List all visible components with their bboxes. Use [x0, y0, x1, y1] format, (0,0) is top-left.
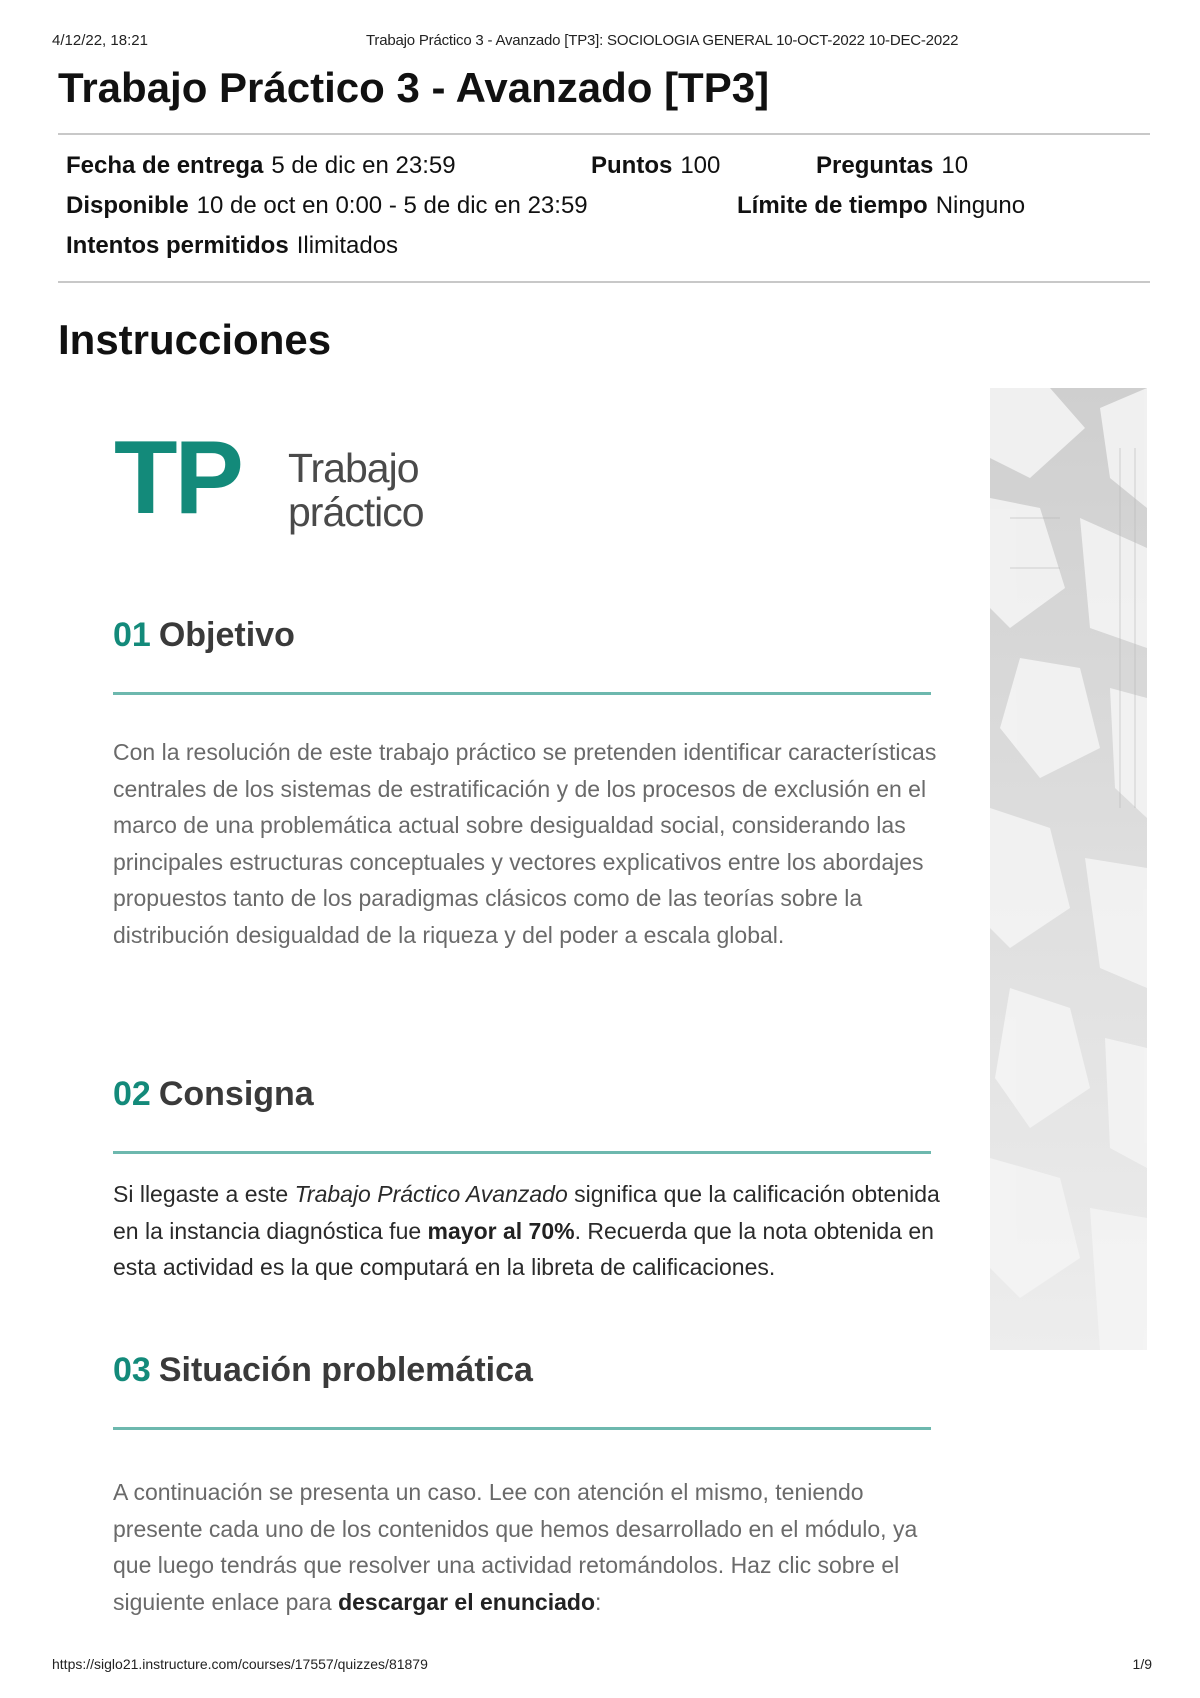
consigna-text-bold: mayor al 70%	[427, 1217, 575, 1244]
situacion-text-before: A continuación se presenta un caso. Lee con atención el mismo, teniendo presente cada uno de los contenidos que hemos desarrollado en el módulo, ya que luego tendrás que resolver una actividad retomándolos. Haz clic sobre el siguiente enlace para	[113, 1479, 918, 1615]
download-statement-link[interactable]: descargar el enunciado	[338, 1588, 595, 1615]
section-consigna-rule	[113, 1151, 931, 1154]
tp-logo-word-2: práctico	[288, 489, 424, 535]
divider-bottom	[58, 281, 1150, 283]
section-consigna-heading	[113, 1075, 314, 1114]
section-situacion-title: Situación problemática	[158, 1351, 533, 1389]
section-situacion-rule	[113, 1427, 931, 1430]
print-document-title: Trabajo Práctico 3 - Avanzado [TP3]: SOCIOLOGIA GENERAL 10-OCT-2022 10-DEC-2022	[366, 32, 959, 49]
meta-points	[591, 152, 720, 180]
meta-attempts	[66, 232, 398, 260]
meta-available-label: Disponible	[66, 192, 189, 219]
meta-due-value: 5 de dic en 23:59	[271, 152, 456, 179]
print-footer	[52, 1656, 1152, 1676]
meta-time-limit	[737, 192, 1025, 220]
print-url: https://siglo21.instructure.com/courses/17557/quizzes/81879	[52, 1656, 428, 1672]
meta-attempts-value: Ilimitados	[296, 232, 399, 259]
situacion-text-after: :	[595, 1588, 602, 1615]
meta-questions	[816, 152, 968, 180]
section-situacion-number: 03	[113, 1351, 151, 1389]
meta-questions-label: Preguntas	[816, 152, 934, 179]
decorative-architecture-image	[990, 388, 1147, 1350]
meta-time-limit-value: Ninguno	[935, 192, 1026, 219]
tp-logo-word-1: Trabajo	[288, 445, 419, 491]
section-consigna-number: 02	[113, 1075, 151, 1113]
divider-top	[58, 133, 1150, 135]
meta-due	[66, 152, 456, 180]
print-datetime: 4/12/22, 18:21	[52, 32, 148, 49]
consigna-text-after: . Recuerda que la nota obtenida en esta actividad es la que computará en la libreta de calificaciones.	[113, 1217, 934, 1280]
consigna-text-mid: significa que la calificación obtenida en la instancia diagnóstica fue	[113, 1181, 940, 1244]
section-objetivo-rule	[113, 692, 931, 695]
meta-questions-value: 10	[941, 152, 969, 179]
section-consigna-title: Consigna	[158, 1075, 314, 1113]
meta-time-limit-label: Límite de tiempo	[737, 192, 928, 219]
consigna-text-italic: Trabajo Práctico Avanzado	[294, 1181, 568, 1207]
print-header	[52, 32, 1152, 52]
print-page-number: 1/9	[1132, 1656, 1152, 1672]
section-situacion-heading	[113, 1351, 533, 1390]
section-objetivo-text: Con la resolución de este trabajo práctico se pretenden identificar características centrales de los sistemas de estratificación y de los procesos de exclusión en el marco de una problemática actual sobre desigualdad social, considerando las principales estructuras conceptuales y vectores explicativos entre los abordajes propuestos tanto de los paradigmas clásicos como de las teorías sobre la distribución desigualdad de la riqueza y del poder a escala global.	[113, 739, 937, 948]
meta-points-label: Puntos	[591, 152, 673, 179]
section-situacion-text	[113, 1474, 943, 1620]
meta-available-value: 10 de oct en 0:00 - 5 de dic en 23:59	[196, 192, 588, 219]
section-objetivo-title: Objetivo	[158, 616, 295, 654]
section-consigna-text	[113, 1176, 943, 1286]
meta-points-value: 100	[680, 152, 721, 179]
consigna-text-before: Si llegaste a este	[113, 1181, 295, 1207]
section-objetivo-number: 01	[113, 616, 151, 654]
meta-attempts-label: Intentos permitidos	[66, 232, 289, 259]
tp-logo-mark: TP	[114, 420, 241, 536]
page-title: Trabajo Práctico 3 - Avanzado [TP3]	[58, 64, 770, 111]
section-objetivo-heading	[113, 616, 295, 655]
meta-available	[66, 192, 588, 220]
instructions-title: Instrucciones	[58, 316, 332, 363]
meta-due-label: Fecha de entrega	[66, 152, 264, 179]
